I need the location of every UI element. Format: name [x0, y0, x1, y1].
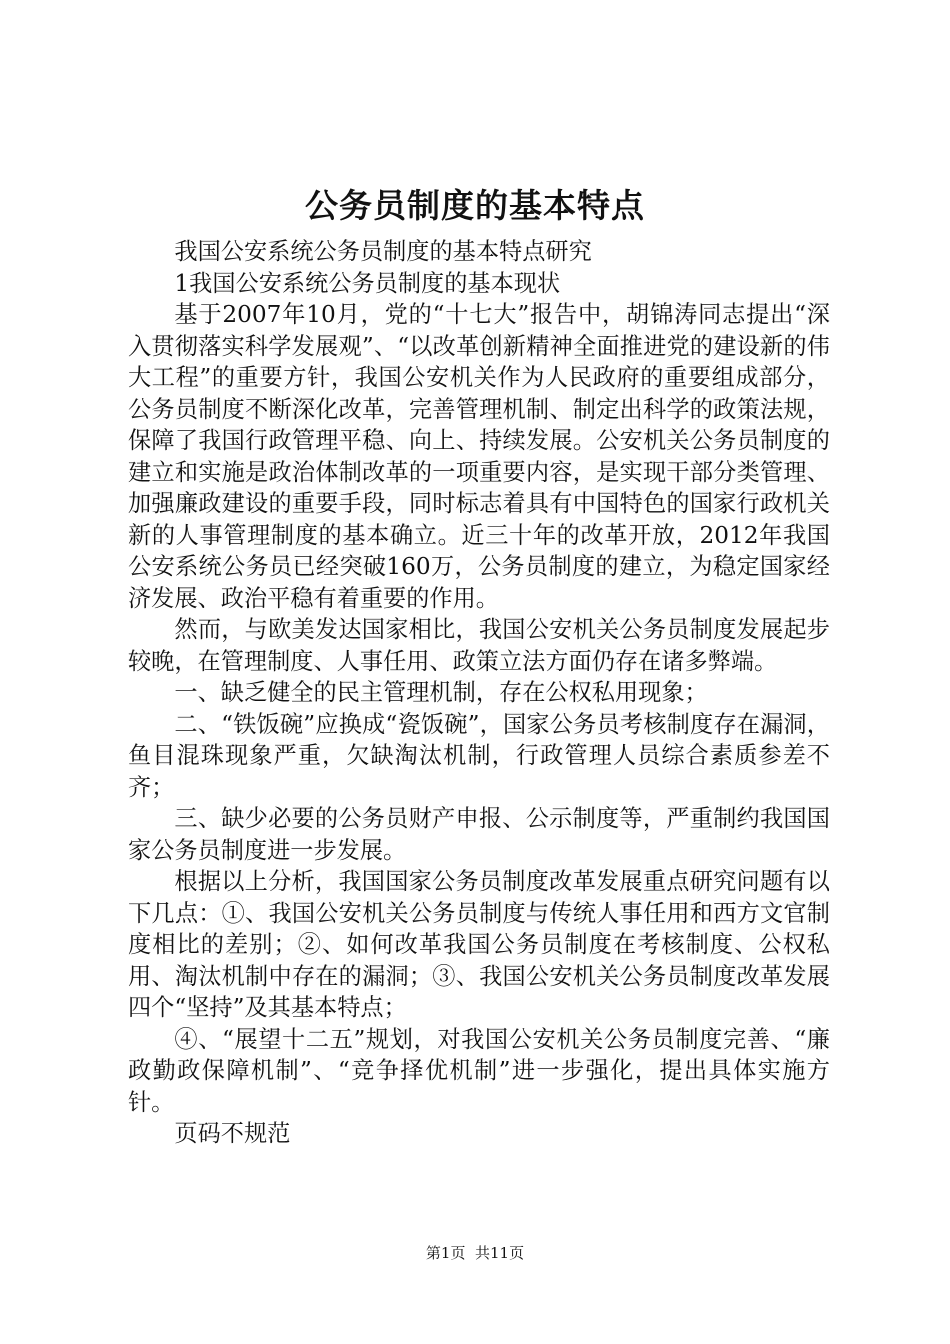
note-paragraph: 页码不规范: [174, 1120, 291, 1147]
document-title: 公务员制度的基本特点: [305, 186, 645, 225]
section-heading: 1我国公安系统公务员制度的基本现状: [174, 269, 561, 297]
list-item: 三、缺少必要的公务员财产申报、公示制度等，严重制约我国国家公务员制度进一步发展。: [128, 805, 830, 864]
subtitle-paragraph: 我国公安系统公务员制度的基本特点研究: [174, 238, 592, 265]
body-paragraph: ④、“展望十二五”规划，对我国公安机关公务员制度完善、“廉政勤政保障机制”、“竞争择优机制”进一步强化，提出具体实施方针。: [128, 1025, 830, 1116]
body-paragraph: 基于2007年10月，党的“十七大”报告中，胡锦涛同志提出“深入贯彻落实科学发展观”、“以改革创新精神全面推进党的建设新的伟大工程”的重要方针，我国公安机关作为人民政府的重要组成部分，公务员制度不断深化改革，完善管理机制、制定出科学的政策法规，保障了我国行政管理平稳、向上、持续发展。公安机关公务员制度的建立和实施是政治体制改革的一项重要内容，是实现干部分类管理、加强廉政建设的重要手段，同时标志着具有中国特色的国家行政机关新的人事管理制度的基本确立。近三十年的改革开放，2012年我国公安系统公务员已经突破160万，公务员制度的建立，为稳定国家经济发展、政治平稳有着重要的作用。: [128, 301, 830, 612]
document-body: [128, 236, 830, 1150]
page-footer: [0, 1243, 950, 1263]
list-item: 一、缺乏健全的民主管理机制，存在公权私用现象；: [174, 679, 708, 706]
list-item: 二、“铁饭碗”应换成“瓷饭碗”，国家公务员考核制度存在漏洞，鱼目混珠现象严重，欠缺淘汰机制，行政管理人员综合素质参差不齐；: [128, 710, 830, 801]
page-number: 第1页 共11页: [425, 1244, 525, 1262]
body-paragraph: 根据以上分析，我国国家公务员制度改革发展重点研究问题有以下几点：①、我国公安机关公务员制度与传统人事任用和西方文官制度相比的差别；②、如何改革我国公务员制度在考核制度、公权私用、淘汰机制中存在的漏洞；③、我国公安机关公务员制度改革发展四个“坚持”及其基本特点；: [128, 868, 830, 1021]
body-paragraph: 然而，与欧美发达国家相比，我国公安机关公务员制度发展起步较晚，在管理制度、人事任用、政策立法方面仍存在诸多弊端。: [128, 616, 830, 675]
